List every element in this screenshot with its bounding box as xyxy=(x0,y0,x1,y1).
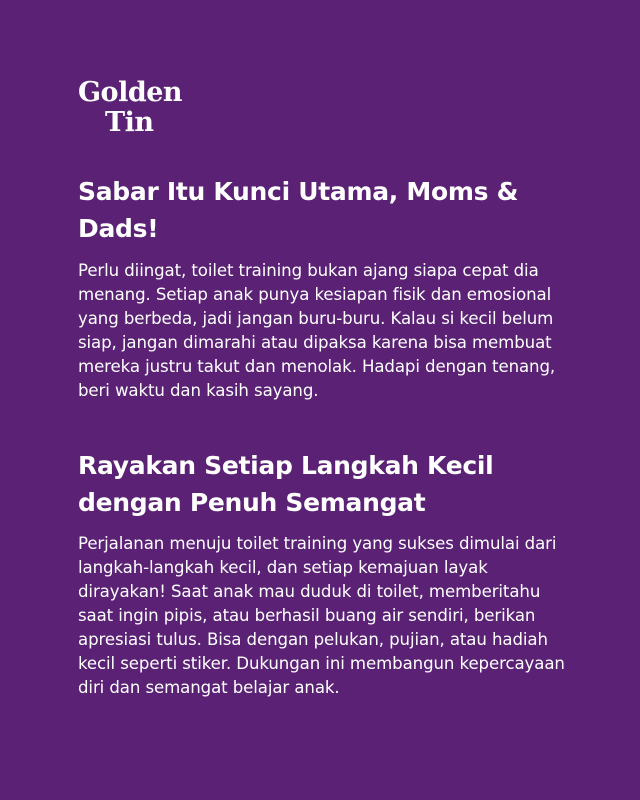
brand-logo xyxy=(78,78,188,138)
section-heading-celebrate: Rayakan Setiap Langkah Kecil dengan Penuh Semangat xyxy=(78,451,494,517)
section-body-celebrate: Perjalanan menuju toilet training yang sukses dimulai dari langkah-langkah kecil, dan setiap kemajuan layak dirayakan! Saat anak mau duduk di toilet, memberitahu saat ingin pipis, atau berhasil buang air sendiri, berikan apresiasi tulus. Bisa dengan pelukan, pujian, atau hadiah kecil seperti stiker. Dukungan ini membangun kepercayaan diri dan semangat belajar anak. xyxy=(78,534,565,697)
logo-text-line1: Golden xyxy=(78,77,183,108)
logo-text-line2: Tin xyxy=(105,107,154,138)
section-heading-patience: Sabar Itu Kunci Utama, Moms & Dads! xyxy=(78,177,519,243)
section-body-patience: Perlu diingat, toilet training bukan ajang siapa cepat dia menang. Setiap anak punya kesiapan fisik dan emosional yang berbeda, jadi jangan buru-buru. Kalau si kecil belum siap, jangan dimarahi atau dipaksa karena bisa membuat mereka justru takut dan menolak. Hadapi dengan tenang, beri waktu dan kasih sayang. xyxy=(78,261,556,400)
